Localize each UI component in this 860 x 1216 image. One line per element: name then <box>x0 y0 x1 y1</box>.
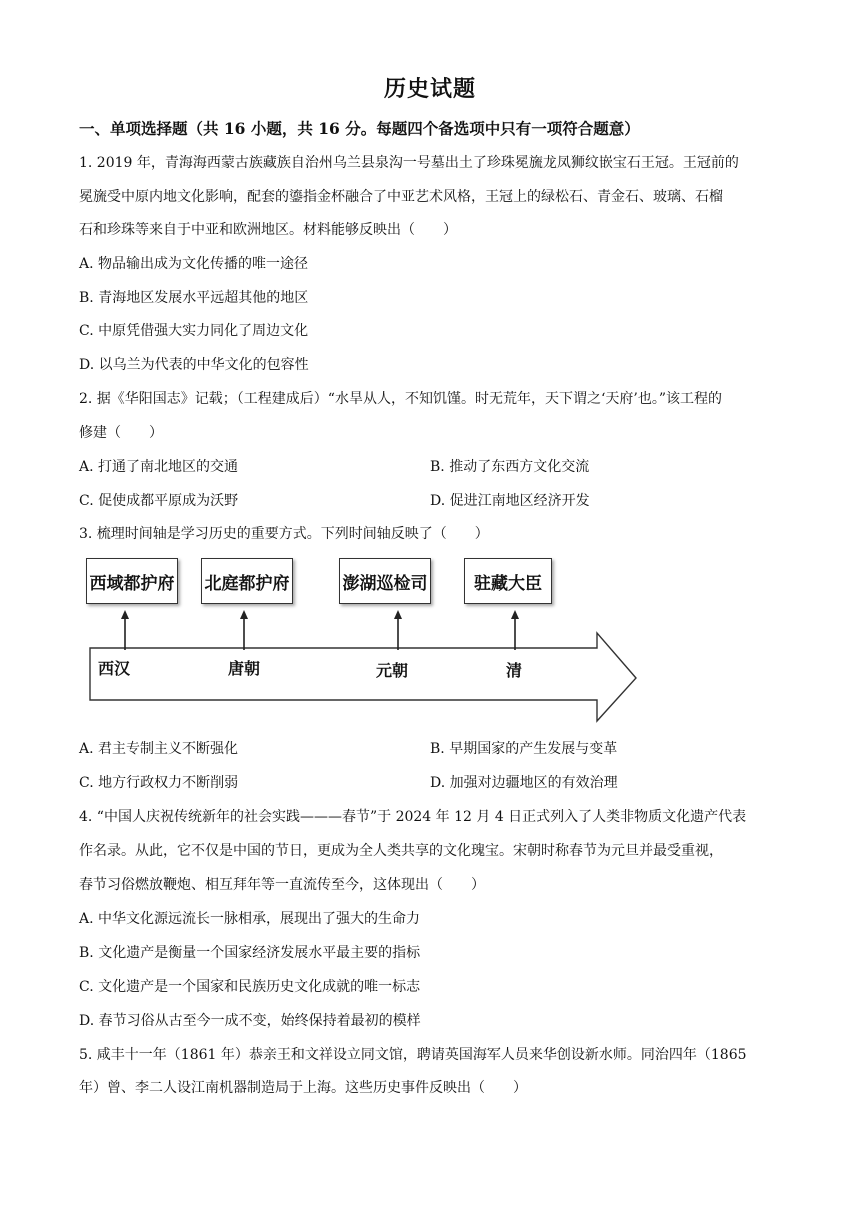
q3-stem-line: 3. 梳理时间轴是学习历史的重要方式。下列时间轴反映了（ ） <box>79 526 489 542</box>
q4-stem-line: 作名录。从此，它不仅是中国的节日，更成为全人类共享的文化瑰宝。宋朝时称春节为元旦并最受重视， <box>79 843 723 859</box>
timeline-box: 北庭都护府 <box>201 558 293 604</box>
timeline-pointer-head <box>121 610 129 619</box>
timeline-era-label: 西汉 <box>98 659 131 678</box>
page-title: 历史试题 <box>383 76 476 102</box>
q2-option-a: A. 打通了南北地区的交通 <box>79 459 239 475</box>
q3-option-c: C. 地方行政权力不断削弱 <box>79 775 239 791</box>
timeline-era-label: 元朝 <box>376 661 409 680</box>
q4-stem-line: 4. “中国人庆祝传统新年的社会实践———春节”于 2024 年 12 月 4 日正式列入了人类非物质文化遗产代表 <box>79 809 747 825</box>
q1-stem-line: 石和珍珠等来自于中亚和欧洲地区。材料能够反映出（ ） <box>79 222 457 238</box>
q3-option-a: A. 君主专制主义不断强化 <box>79 741 239 757</box>
timeline-era-label: 清 <box>506 661 523 680</box>
q4-option-a: A. 中华文化源远流长一脉相承，展现出了强大的生命力 <box>79 911 421 927</box>
timeline-box: 西域都护府 <box>86 558 178 604</box>
q5-stem-line: 5. 咸丰十一年（1861 年）恭亲王和文祥设立同文馆，聘请英国海军人员来华创设新水师。同治四年（1865 <box>79 1047 747 1063</box>
q4-option-d: D. 春节习俗从古至今一成不变，始终保持着最初的模样 <box>79 1013 421 1029</box>
q4-stem-line: 春节习俗燃放鞭炮、相互拜年等一直流传至今，这体现出（ ） <box>79 877 485 893</box>
timeline-pointer-head <box>394 610 402 619</box>
timeline-box: 驻藏大臣 <box>464 558 552 604</box>
q2-option-b: B. 推动了东西方文化交流 <box>430 459 590 475</box>
q2-stem-line: 修建（ ） <box>79 425 163 441</box>
q3-option-b: B. 早期国家的产生发展与变革 <box>430 741 618 757</box>
q4-option-b: B. 文化遗产是衡量一个国家经济发展水平最主要的指标 <box>79 945 421 961</box>
timeline-box: 澎湖巡检司 <box>339 558 431 604</box>
q4-option-c: C. 文化遗产是一个国家和民族历史文化成就的唯一标志 <box>79 979 421 995</box>
q1-option-c: C. 中原凭借强大实力同化了周边文化 <box>79 323 309 339</box>
timeline-era-label: 唐朝 <box>228 659 261 678</box>
timeline-big-arrow <box>90 633 636 721</box>
q2-option-c: C. 促使成都平原成为沃野 <box>79 493 239 509</box>
q1-option-b: B. 青海地区发展水平远超其他的地区 <box>79 290 309 306</box>
q1-option-a: A. 物品输出成为文化传播的唯一途径 <box>79 256 309 272</box>
q2-option-d: D. 促进江南地区经济开发 <box>430 493 590 509</box>
q2-stem-line: 2. 据《华阳国志》记载；（工程建成后）“水旱从人，不知饥馑。时无荒年，天下谓之‘天府’也。”该工程的 <box>79 391 723 407</box>
q1-stem-line: 冕旒受中原内地文化影响，配套的鎏指金杯融合了中亚艺术风格，王冠上的绿松石、青金石、玻璃、石榴 <box>79 189 723 205</box>
q1-option-d: D. 以乌兰为代表的中华文化的包容性 <box>79 357 309 373</box>
timeline-figure <box>80 554 640 724</box>
q1-stem-line: 1. 2019 年，青海海西蒙古族藏族自治州乌兰县泉沟一号墓出土了珍珠冕旒龙凤狮纹嵌宝石王冠。王冠前的 <box>79 155 739 171</box>
section-heading: 一、单项选择题（共 16 小题，共 16 分。每题四个备选项中只有一项符合题意） <box>79 119 640 138</box>
timeline-pointer-head <box>240 610 248 619</box>
timeline-pointer-head <box>511 610 519 619</box>
q3-option-d: D. 加强对边疆地区的有效治理 <box>430 775 618 791</box>
q5-stem-line: 年）曾、李二人设江南机器制造局于上海。这些历史事件反映出（ ） <box>79 1080 527 1096</box>
